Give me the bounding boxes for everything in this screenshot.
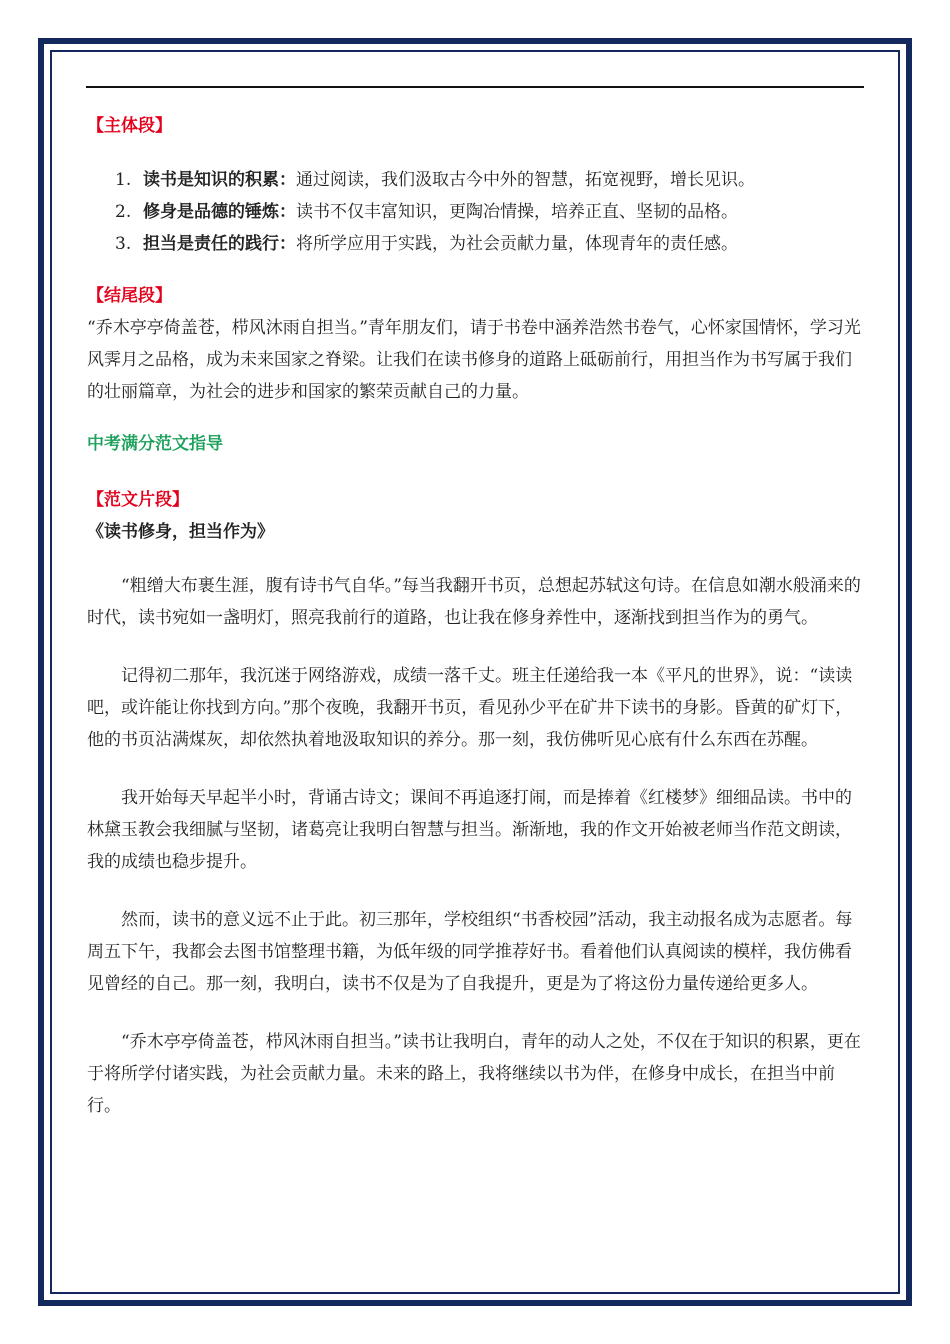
body-section-heading: 【主体段】 [87, 116, 172, 136]
list-number: 2. [115, 202, 132, 222]
essay-paragraph: 我开始每天早起半小时，背诵古诗文；课间不再追逐打闹，而是捧着《红楼梦》细细品读。书中的林黛玉教会我细腻与坚韧，诸葛亮让我明白智慧与担当。渐渐地，我的作文开始被老师当作范文朗读，我的成绩也稳步提升。 [87, 788, 852, 872]
sample-section-heading: 【范文片段】 [87, 490, 189, 510]
essay-paragraph: “粗缯大布裹生涯，腹有诗书气自华。”每当我翻开书页，总想起苏轼这句诗。在信息如潮水般涌来的时代，读书宛如一盏明灯，照亮我前行的道路，也让我在修身养性中，逐渐找到担当作为的勇气。 [87, 576, 861, 628]
point-text: 将所学应用于实践，为社会贡献力量，体现青年的责任感。 [296, 234, 738, 254]
body-points-list [87, 164, 865, 260]
point-title: 担当是责任的践行： [143, 234, 296, 254]
header-rule [86, 86, 864, 88]
ending-paragraph: “乔木亭亭倚盖苍，栉风沐雨自担当。”青年朋友们，请于书卷中涵养浩然书卷气，心怀家国情怀，学习光风霁月之品格，成为未来国家之脊梁。让我们在读书修身的道路上砥砺前行，用担当作为书写属于我们的壮丽篇章，为社会的进步和国家的繁荣贡献自己的力量。 [87, 318, 861, 402]
essay-paragraph: 记得初二那年，我沉迷于网络游戏，成绩一落千丈。班主任递给我一本《平凡的世界》，说：“读读吧，或许能让你找到方向。”那个夜晚，我翻开书页，看见孙少平在矿井下读书的身影。昏黄的矿灯下，他的书页沾满煤灰，却依然执着地汲取知识的养分。那一刻，我仿佛听见心底有什么东西在苏醒。 [87, 666, 853, 750]
guide-heading: 中考满分范文指导 [87, 434, 223, 454]
point-text: 通过阅读，我们汲取古今中外的智慧，拓宽视野，增长见识。 [296, 170, 755, 190]
list-number: 3. [115, 234, 132, 254]
essay-paragraph: 然而，读书的意义远不止于此。初三那年，学校组织“书香校园”活动，我主动报名成为志愿者。每周五下午，我都会去图书馆整理书籍，为低年级的同学推荐好书。看着他们认真阅读的模样，我仿佛看见曾经的自己。那一刻，我明白，读书不仅是为了自我提升，更是为了将这份力量传递给更多人。 [87, 910, 853, 994]
ending-section-heading: 【结尾段】 [87, 286, 172, 306]
list-item [87, 228, 865, 260]
sample-essay-title: 《读书修身，担当作为》 [87, 522, 274, 542]
list-number: 1. [115, 170, 132, 190]
list-item [87, 164, 865, 196]
document-body [87, 110, 865, 1122]
point-title: 读书是知识的积累： [143, 170, 296, 190]
point-text: 读书不仅丰富知识，更陶冶情操，培养正直、坚韧的品格。 [296, 202, 738, 222]
list-item [87, 196, 865, 228]
point-title: 修身是品德的锤炼： [143, 202, 296, 222]
essay-paragraph: “乔木亭亭倚盖苍，栉风沐雨自担当。”读书让我明白，青年的动人之处，不仅在于知识的积累，更在于将所学付诸实践，为社会贡献力量。未来的路上，我将继续以书为伴，在修身中成长，在担当中前行。 [87, 1032, 861, 1116]
